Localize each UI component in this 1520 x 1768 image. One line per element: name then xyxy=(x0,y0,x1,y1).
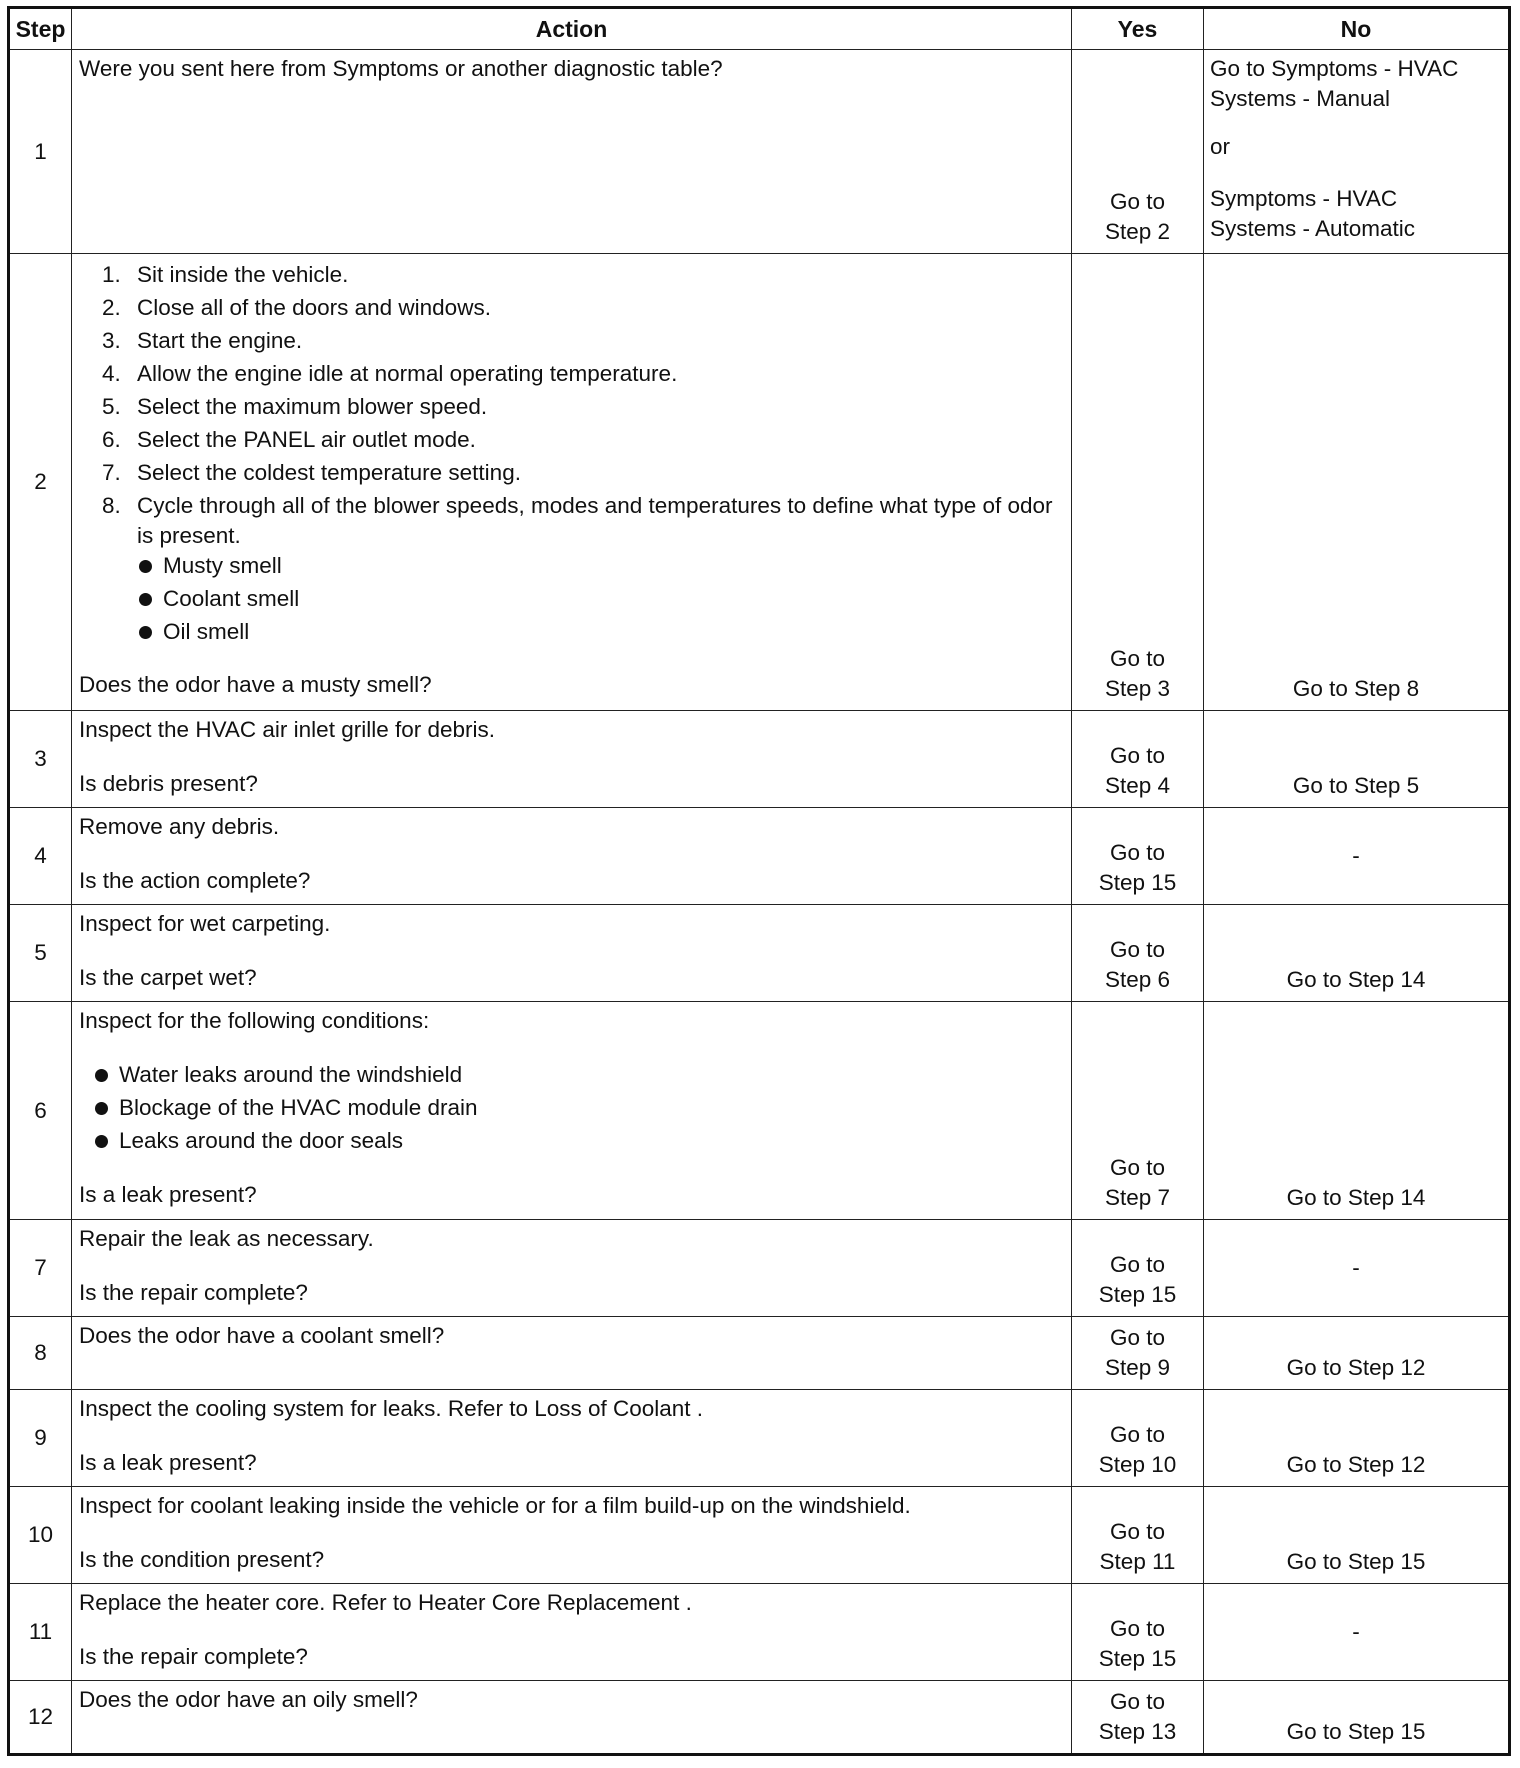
action-cell xyxy=(72,711,1072,808)
table-row xyxy=(9,50,1510,254)
action-cell xyxy=(72,1390,1072,1487)
no-link-automatic-1: Symptoms - HVAC xyxy=(1210,186,1398,211)
action-question: Is the condition present? xyxy=(79,1547,325,1572)
table-row xyxy=(9,1487,1510,1584)
action-text: Inspect for the following conditions: xyxy=(79,1008,430,1033)
yes-line-2: Step 4 xyxy=(1104,773,1171,798)
condition-item: Water leaks around the windshield xyxy=(93,1060,1064,1090)
step-number: 1 xyxy=(9,50,72,254)
step-number: 8 xyxy=(9,1317,72,1390)
header-step: Step xyxy=(9,8,72,50)
procedure-step: 2. Close all of the doors and windows. xyxy=(127,293,1064,323)
action-text: Inspect the HVAC air inlet grille for debris. xyxy=(79,717,496,742)
procedure-step: 6. Select the PANEL air outlet mode. xyxy=(127,425,1064,455)
action-text: Remove any debris. xyxy=(79,814,280,839)
table-row xyxy=(9,711,1510,808)
action-text: Inspect for wet carpeting. xyxy=(79,911,331,936)
table-row xyxy=(9,1002,1510,1220)
action-cell xyxy=(72,905,1072,1002)
action-text: Repair the leak as necessary. xyxy=(79,1226,374,1251)
no-link-manual-2: Systems - Manual xyxy=(1210,86,1391,111)
yes-line-2: Step 9 xyxy=(1104,1355,1171,1380)
no-cell: Go to Step 12 xyxy=(1204,1390,1510,1487)
yes-cell xyxy=(1072,1002,1204,1220)
yes-line-1: Go to xyxy=(1109,1422,1166,1447)
condition-list xyxy=(79,1060,1064,1156)
action-cell xyxy=(72,1220,1072,1317)
no-cell: Go to Step 14 xyxy=(1204,905,1510,1002)
yes-cell xyxy=(1072,1220,1204,1317)
yes-cell xyxy=(1072,254,1204,711)
yes-line-1: Go to xyxy=(1109,937,1166,962)
table-row xyxy=(9,1584,1510,1681)
action-text: Replace the heater core. Refer to Heater Core Replacement . xyxy=(79,1590,692,1615)
condition-item: Blockage of the HVAC module drain xyxy=(93,1093,1064,1123)
yes-line-2: Step 7 xyxy=(1104,1185,1171,1210)
odor-type-list xyxy=(137,551,1064,647)
procedure-step: 3. Start the engine. xyxy=(127,326,1064,356)
step-number: 3 xyxy=(9,711,72,808)
yes-cell xyxy=(1072,1487,1204,1584)
table-row xyxy=(9,254,1510,711)
no-cell: - xyxy=(1204,808,1510,905)
condition-item: Leaks around the door seals xyxy=(93,1126,1064,1156)
action-cell xyxy=(72,1681,1072,1755)
yes-line-1: Go to xyxy=(1109,1252,1166,1277)
no-or: or xyxy=(1210,134,1231,159)
yes-cell xyxy=(1072,905,1204,1002)
procedure-step: 7. Select the coldest temperature setting. xyxy=(127,458,1064,488)
procedure-step: 4. Allow the engine idle at normal operating temperature. xyxy=(127,359,1064,389)
no-link-manual-1: Go to Symptoms - HVAC xyxy=(1210,56,1459,81)
procedure-list xyxy=(79,260,1064,647)
table-row xyxy=(9,808,1510,905)
diagnostic-table xyxy=(7,6,1511,1756)
step-number: 10 xyxy=(9,1487,72,1584)
table-row xyxy=(9,1220,1510,1317)
action-cell xyxy=(72,254,1072,711)
yes-line-2: Step 2 xyxy=(1104,219,1171,244)
no-cell: Go to Step 15 xyxy=(1204,1487,1510,1584)
procedure-step xyxy=(127,491,1064,647)
yes-line-1: Go to xyxy=(1109,840,1166,865)
yes-line-2: Step 13 xyxy=(1098,1719,1177,1744)
diagnostic-table-container xyxy=(7,6,1508,1756)
yes-line-2: Step 3 xyxy=(1104,676,1171,701)
yes-line-1: Go to xyxy=(1109,1519,1166,1544)
action-question: Is debris present? xyxy=(79,771,258,796)
yes-line-2: Step 15 xyxy=(1098,1646,1177,1671)
action-cell xyxy=(72,808,1072,905)
odor-type-item: Oil smell xyxy=(137,617,1064,647)
action-question: Were you sent here from Symptoms or another diagnostic table? xyxy=(79,56,723,81)
action-text: Inspect for coolant leaking inside the vehicle or for a film build-up on the windshield. xyxy=(79,1493,911,1518)
yes-line-1: Go to xyxy=(1109,1155,1166,1180)
action-cell xyxy=(72,1002,1072,1220)
no-cell: Go to Step 5 xyxy=(1204,711,1510,808)
procedure-step: 5. Select the maximum blower speed. xyxy=(127,392,1064,422)
yes-line-1: Go to xyxy=(1109,743,1166,768)
odor-type-item: Musty smell xyxy=(137,551,1064,581)
no-cell: Go to Step 12 xyxy=(1204,1317,1510,1390)
yes-cell xyxy=(1072,1584,1204,1681)
step-number: 5 xyxy=(9,905,72,1002)
action-question: Does the odor have a musty smell? xyxy=(79,672,432,697)
yes-cell xyxy=(1072,50,1204,254)
yes-line-1: Go to xyxy=(1109,189,1166,214)
procedure-step-text: Cycle through all of the blower speeds, modes and temperatures to define what type of odor is present. xyxy=(137,493,1053,548)
yes-cell xyxy=(1072,1390,1204,1487)
yes-line-1: Go to xyxy=(1109,1689,1166,1714)
yes-line-2: Step 11 xyxy=(1099,1549,1176,1574)
action-cell xyxy=(72,1317,1072,1390)
yes-cell xyxy=(1072,711,1204,808)
step-number: 12 xyxy=(9,1681,72,1755)
header-yes: Yes xyxy=(1072,8,1204,50)
table-row xyxy=(9,1681,1510,1755)
action-cell xyxy=(72,50,1072,254)
no-cell: - xyxy=(1204,1584,1510,1681)
yes-cell xyxy=(1072,1681,1204,1755)
yes-cell xyxy=(1072,808,1204,905)
no-cell xyxy=(1204,50,1510,254)
action-question: Is the action complete? xyxy=(79,868,311,893)
action-cell xyxy=(72,1487,1072,1584)
yes-line-2: Step 15 xyxy=(1098,1282,1177,1307)
step-number: 6 xyxy=(9,1002,72,1220)
action-question: Is the carpet wet? xyxy=(79,965,257,990)
yes-line-2: Step 10 xyxy=(1098,1452,1177,1477)
action-question: Is the repair complete? xyxy=(79,1280,308,1305)
procedure-step: 1. Sit inside the vehicle. xyxy=(127,260,1064,290)
no-link-automatic-2: Systems - Automatic xyxy=(1210,216,1416,241)
action-question: Is a leak present? xyxy=(79,1450,257,1475)
step-number: 4 xyxy=(9,808,72,905)
no-cell: Go to Step 8 xyxy=(1204,254,1510,711)
no-cell: Go to Step 15 xyxy=(1204,1681,1510,1755)
step-number: 9 xyxy=(9,1390,72,1487)
step-number: 11 xyxy=(9,1584,72,1681)
yes-line-1: Go to xyxy=(1109,1616,1166,1641)
yes-line-1: Go to xyxy=(1109,1325,1166,1350)
table-row xyxy=(9,1317,1510,1390)
odor-type-item: Coolant smell xyxy=(137,584,1064,614)
step-number: 7 xyxy=(9,1220,72,1317)
action-text: Inspect the cooling system for leaks. Refer to Loss of Coolant . xyxy=(79,1396,704,1421)
no-cell: Go to Step 14 xyxy=(1204,1002,1510,1220)
header-action: Action xyxy=(72,8,1072,50)
yes-cell xyxy=(1072,1317,1204,1390)
action-question: Is a leak present? xyxy=(79,1182,257,1207)
action-question: Does the odor have an oily smell? xyxy=(79,1687,418,1712)
action-cell xyxy=(72,1584,1072,1681)
header-row xyxy=(9,8,1510,50)
table-row xyxy=(9,1390,1510,1487)
yes-line-2: Step 15 xyxy=(1098,870,1177,895)
yes-line-1: Go to xyxy=(1109,646,1166,671)
header-no: No xyxy=(1204,8,1510,50)
step-number: 2 xyxy=(9,254,72,711)
yes-line-2: Step 6 xyxy=(1104,967,1171,992)
action-question: Does the odor have a coolant smell? xyxy=(79,1323,445,1348)
table-row xyxy=(9,905,1510,1002)
no-cell: - xyxy=(1204,1220,1510,1317)
action-question: Is the repair complete? xyxy=(79,1644,308,1669)
